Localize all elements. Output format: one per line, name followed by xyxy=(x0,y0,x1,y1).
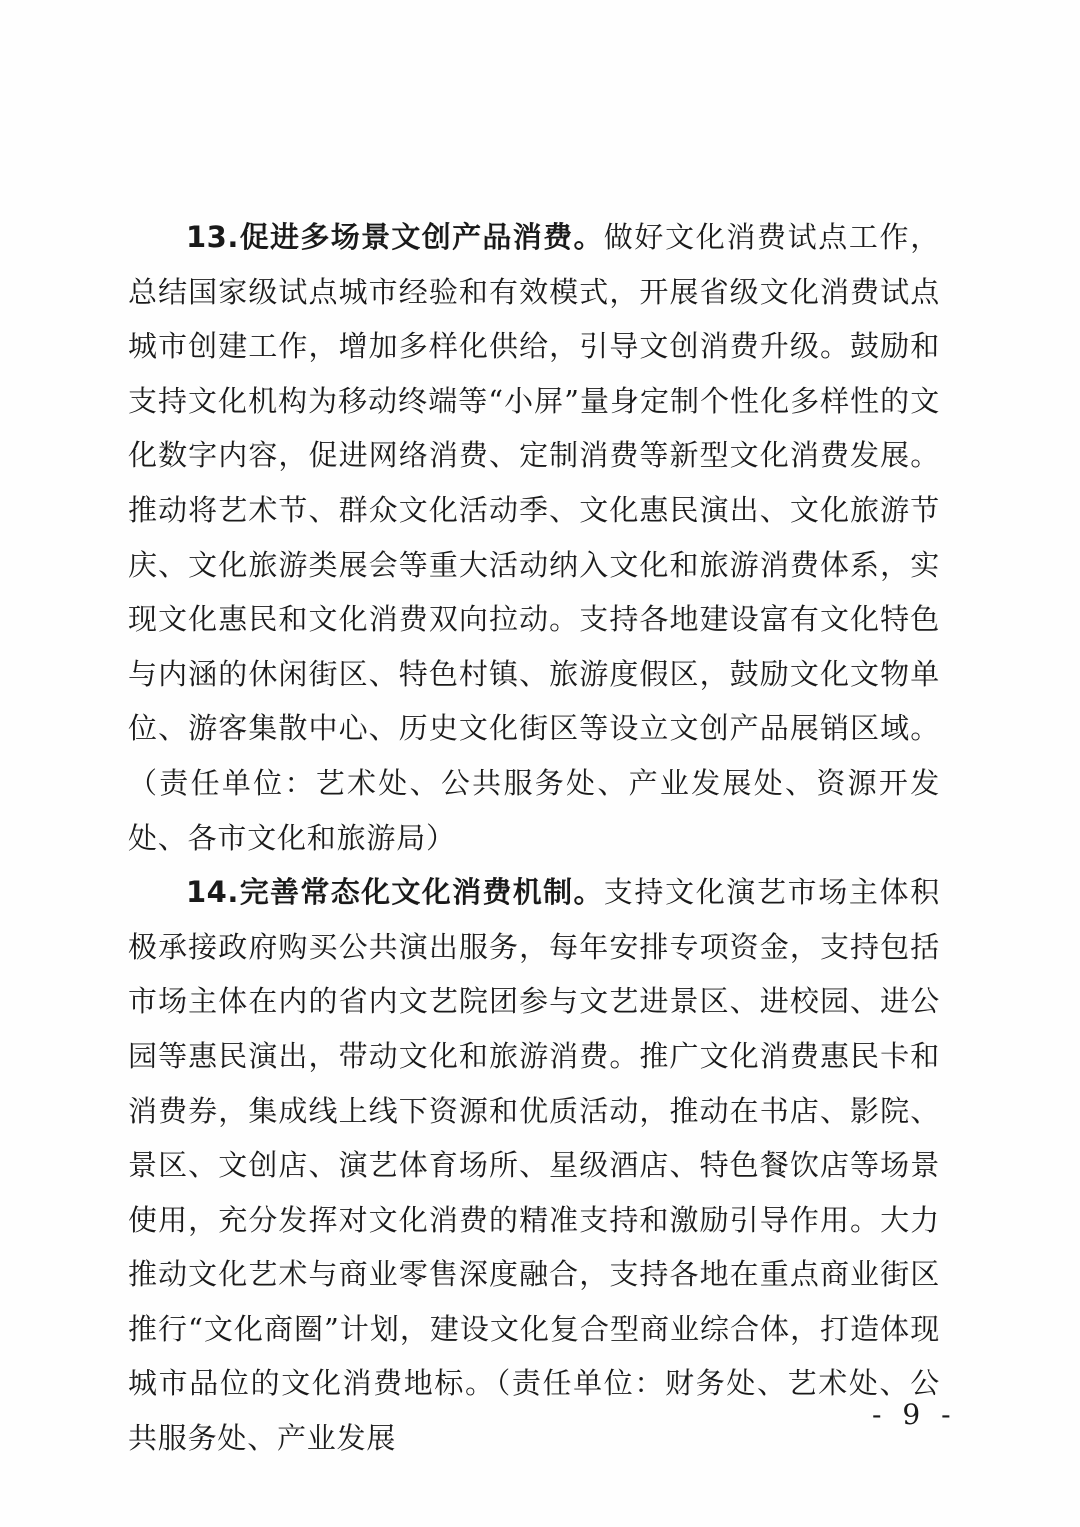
paragraph-heading-14: 14.完善常态化文化消费机制。 xyxy=(186,875,604,910)
document-body xyxy=(128,210,940,1466)
page-number: - 9 - xyxy=(872,1398,957,1431)
paragraph-body-14: 支持文化演艺市场主体积极承接政府购买公共演出服务，每年安排专项资金，支持包括市场主体在内的省内文艺院团参与文艺进景区、进校园、进公园等惠民演出，带动文化和旅游消费。推广文化消费惠民卡和消费券，集成线上线下资源和优质活动，推动在书店、影院、景区、文创店、演艺体育场所、星级酒店、特色餐饮店等场景使用，充分发挥对文化消费的精准支持和激励引导作用。大力推动文化艺术与商业零售深度融合，支持各地在重点商业街区推行“文化商圈”计划，建设文化复合型商业综合体，打造体现城市品位的文化消费地标。（责任单位：财务处、艺术处、公共服务处、产业发展 xyxy=(128,875,940,1456)
paragraph-13 xyxy=(128,210,940,865)
paragraph-body-13: 做好文化消费试点工作，总结国家级试点城市经验和有效模式，开展省级文化消费试点城市创建工作，增加多样化供给，引导文创消费升级。鼓励和支持文化机构为移动终端等“小屏”量身定制个性化多样性的文化数字内容，促进网络消费、定制消费等新型文化消费发展。推动将艺术节、群众文化活动季、文化惠民演出、文化旅游节庆、文化旅游类展会等重大活动纳入文化和旅游消费体系，实现文化惠民和文化消费双向拉动。支持各地建设富有文化特色与内涵的休闲街区、特色村镇、旅游度假区，鼓励文化文物单位、游客集散中心、历史文化街区等设立文创产品展销区域。（责任单位：艺术处、公共服务处、产业发展处、资源开发处、各市文化和旅游局） xyxy=(128,220,940,855)
paragraph-14 xyxy=(128,865,940,1466)
paragraph-heading-13: 13.促进多场景文创产品消费。 xyxy=(186,220,604,254)
